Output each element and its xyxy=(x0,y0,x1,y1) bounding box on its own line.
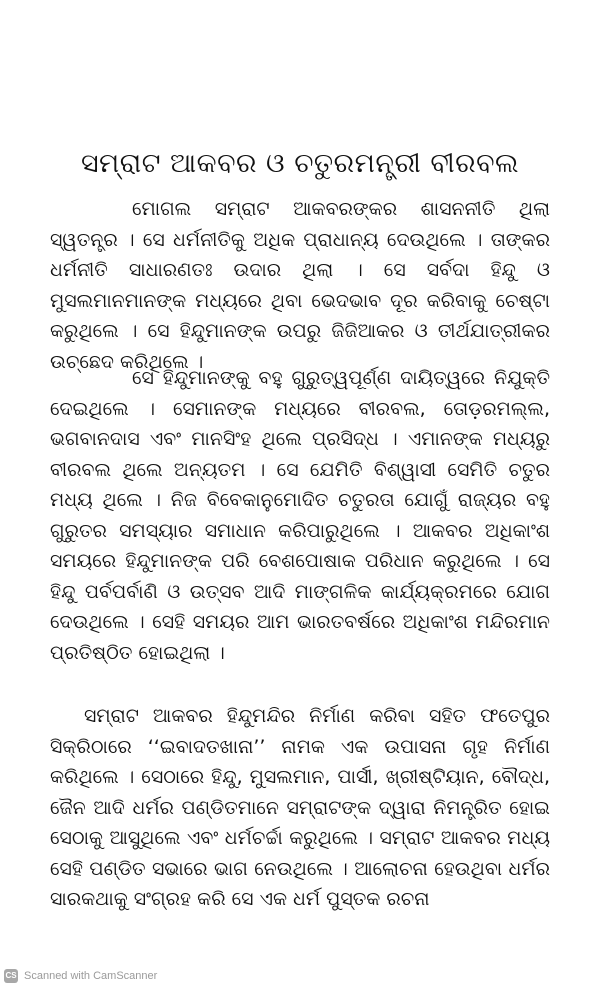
paragraph-2-text: ସେ ହିନ୍ଦୁମାନଙ୍କୁ ବହୁ ଗୁରୁତ୍ୱପୂର୍ଣ୍ଣ ଦାୟିତ୍ୱରେ ନିଯୁକ୍ତି ଦେଇଥିଲେ । ସେମାନଙ୍କ ମଧ୍ୟରେ ବୀରବଲ, ତୋଡ଼ରମଲ୍ଲ, ଭଗବାନଦାସ ଏବଂ ମାନସିଂହ ଥିଲେ ପ୍ରସିଦ୍ଧ । ଏମାନଙ୍କ ମଧ୍ୟରୁ ବୀରବଲ ଥିଲେ ଅନ୍ୟତମ । ସେ ଯେମିତି ବିଶ୍ୱାସୀ ସେମିତି ଚତୁର ମଧ୍ୟ ଥିଲେ । ନିଜ ବିବେକାନୁମୋଦିତ ଚତୁରତା ଯୋଗୁଁ ରାଜ୍ୟର ବହୁ ଗୁରୁତର ସମସ୍ୟାର ସମାଧାନ କରିପାରୁଥିଲେ । ଆକବର ଅଧିକାଂଶ ସମୟରେ ହିନ୍ଦୁମାନଙ୍କ ପରି ବେଶପୋଷାକ ପରିଧାନ କରୁଥିଲେ । ସେ ହିନ୍ଦୁ ପର୍ବପର୍ବାଣି ଓ ଉତ୍ସବ ଆଦି ମାଙ୍ଗଳିକ କାର୍ଯ୍ୟକ୍ରମରେ ଯୋଗ ଦେଉଥିଲେ । ସେହି ସମୟର ଆମ ଭାରତବର୍ଷରେ ଅଧିକାଂଶ ମନ୍ଦିରମାନ ପ୍ରତିଷ୍ଠିତ ହୋଇଥିଲା । xyxy=(50,367,550,664)
page-title: ସମ୍ରାଟ ଆକବର ଓ ଚତୁରମନ୍ତ୍ରୀ ବୀରବଲ xyxy=(80,148,520,180)
scanner-watermark-text: Scanned with CamScanner xyxy=(24,970,158,982)
paragraph-3-text: ସମ୍ରାଟ ଆକବର ହିନ୍ଦୁମନ୍ଦିର ନିର୍ମାଣ କରିବା ସହିତ ଫତେପୁର ସିକ୍ରିଠାରେ ‘‘ଇବାଦତଖାନା’’ ନାମକ ଏକ ଉପାସନା ଗୃହ ନିର୍ମାଣ କରିଥିଲେ । ସେଠାରେ ହିନ୍ଦୁ, ମୁସଲମାନ, ପାର୍ସୀ, ଖ୍ରୀଷ୍ଟିୟାନ, ବୌଦ୍ଧ, ଜୈନ ଆଦି ଧର୍ମର ପଣ୍ଡିତମାନେ ସମ୍ରାଟଙ୍କ ଦ୍ୱାରା ନିମନ୍ତ୍ରିତ ହୋଇ ସେଠାକୁ ଆସୁଥିଲେ ଏବଂ ଧର୍ମଚର୍ଚ୍ଚା କରୁଥିଲେ । ସମ୍ରାଟ ଆକବର ମଧ୍ୟ ସେହି ପଣ୍ଡିତ ସଭାରେ ଭାଗ ନେଉଥିଲେ । ଆଲୋଚନା ହେଉଥିବା ଧର୍ମର ସାରକଥାକୁ ସଂଗ୍ରହ କରି ସେ ଏକ ଧର୍ମ ପୁସ୍ତକ ରଚନା xyxy=(50,705,550,910)
paragraph-1-text: ମୋଗଲ ସମ୍ରାଟ ଆକବରଙ୍କର ଶାସନନୀତି ଥିଲା ସ୍ୱତନ୍ତ୍ର । ସେ ଧର୍ମନୀତିକୁ ଅଧିକ ପ୍ରାଧାନ୍ୟ ଦେଉଥିଲେ । ତାଙ୍କର ଧର୍ମନୀତି ସାଧାରଣତଃ ଉଦାର ଥିଲା । ସେ ସର୍ବଦା ହିନ୍ଦୁ ଓ ମୁସଲମାନମାନଙ୍କ ମଧ୍ୟରେ ଥିବା ଭେଦଭାବ ଦୂର କରିବାକୁ ଚେଷ୍ଟା କରୁଥିଲେ । ସେ ହିନ୍ଦୁମାନଙ୍କ ଉପରୁ ଜିଜିଆକର ଓ ତୀର୍ଥଯାତ୍ରୀକର ଉଚ୍ଛେଦ କରିଥିଲେ । xyxy=(50,198,550,373)
paragraph-1 xyxy=(50,194,550,377)
paragraph-3 xyxy=(50,701,550,915)
camscanner-logo-icon: CS xyxy=(4,969,18,983)
paragraph-2 xyxy=(50,363,550,668)
scanner-watermark xyxy=(4,968,157,984)
